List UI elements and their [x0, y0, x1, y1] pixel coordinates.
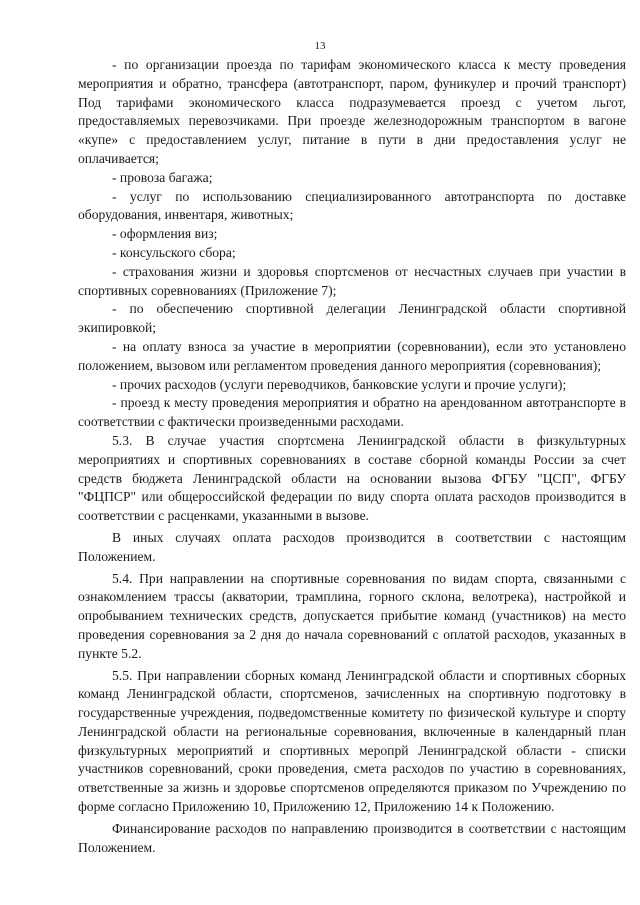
paragraph-5-5: 5.5. При направлении сборных команд Ленинградской области и спортивных сборных команд Ленинградской области, спортсменов, зачисленных на спортивную подготовку в государственные учреждения, подведомственные комитету по физической культуре и спорту Ленинградской области на региональные соревнования, включенные в календарный план физкультурных мероприятий и спортивных меропрй Ленинградской области - списки участников соревнований, сроки проведения, смета расходов по участию в соревнованиях, ответственные за жизнь и здоровье спортсменов определяются приказом по Учреждению по форме согласно Приложению 10, Приложению 12, Приложению 14 к Положению.: [78, 667, 626, 815]
paragraph-visas: - оформления виз;: [112, 226, 218, 242]
paragraph-financing: Финансирование расходов по направлению производится в соответствии с настоящим Положением.: [78, 820, 626, 855]
paragraph-equipment: - по обеспечению спортивной делегации Ленинградской области спортивной экипировкой;: [78, 301, 626, 336]
page-number: 13: [314, 40, 326, 52]
paragraph-entry-fee: - на оплату взноса за участие в мероприятии (соревновании), если это установлено положением, вызовом или регламентом проведения данного мероприятия (соревнования);: [78, 338, 626, 373]
paragraph-insurance: - страхования жизни и здоровья спортсменов от несчастных случаев при участии в спортивных соревнованиях (Приложение 7);: [78, 263, 626, 298]
paragraph-5-4: 5.4. При направлении на спортивные соревнования по видам спорта, связанными с ознакомлением трассы (акватории, трамплина, горного склона, велотрека), настройкой и опробыванием технических средств, допускается прибытие команд (участников) на место проведения соревнования за 2 дня до начала соревнований с оплатой расходов, указанных в пункте 5.2.: [78, 570, 626, 661]
paragraph-5-3: 5.3. В случае участия спортсмена Ленинградской области в физкультурных мероприятиях и спортивных соревнованиях в составе сборной команды России за счет средств бюджета Ленинградской области на основании вызова ФГБУ "ЦСП", ФГБУ "ФЦПСР" или общероссийской федерации по виду спорта оплата расходов производится в соответствии с расценками, указанными в вызове.: [78, 432, 626, 524]
paragraph-rented-transport: - проезд к месту проведения мероприятия и обратно на арендованном автотранспорте в соответствии с фактически произведенными расходами.: [78, 395, 626, 430]
document-body: [78, 56, 626, 857]
paragraph-other-expenses: - прочих расходов (услуги переводчиков, банковские услуги и прочие услуги);: [112, 376, 567, 392]
paragraph-other-cases: В иных случаях оплата расходов производится в соответствии с настоящим Положением.: [78, 529, 626, 564]
paragraph-travel: - по организации проезда по тарифам экономического класса к месту проведения мероприятия и обратно, трансфера (автотранспорт, паром, фуникулер и прочий транспорт) Под тарифами экономического класса подразумевается проезд с учетом льгот, предоставляемых перевозчиками. При проезде железнодорожным транспортом в вагоне «купе» с предоставлением услуг, питание в пути в дни предоставления услуг не оплачивается;: [78, 57, 626, 166]
paragraph-baggage: - провоза багажа;: [112, 169, 213, 185]
paragraph-vehicle-services: - услуг по использованию специализированного автотранспорта по доставке оборудования, инвентаря, животных;: [78, 188, 626, 223]
paragraph-consular-fee: - консульского сбора;: [112, 244, 236, 260]
